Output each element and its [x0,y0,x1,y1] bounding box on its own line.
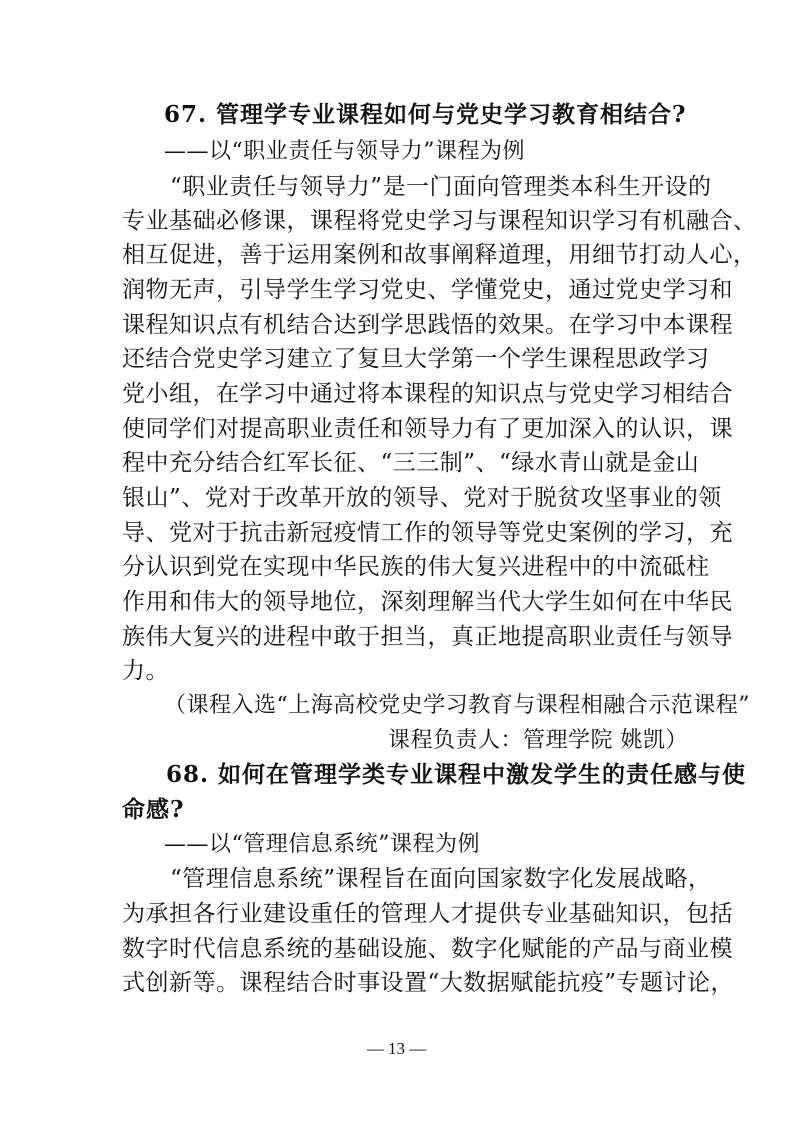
paragraph-67-line-7: 党小组，在学习中通过将本课程的知识点与党史学习相结合 [122,381,733,407]
paragraph-67-line-3: 相互促进，善于运用案例和故事阐释道理，用细节打动人心， [122,242,757,268]
paragraph-67-line-1: “职业责任与领导力”是一门面向管理类本科生开设的 [170,174,712,200]
paragraph-67-line-11: 导、党对于抗击新冠疫情工作的领导等党史案例的学习，充 [122,520,733,546]
paragraph-67-line-14: 族伟大复兴的进程中敢于担当，真正地提高职业责任与领导 [122,624,733,650]
paragraph-68-line-1: “管理信息系统”课程旨在面向国家数字化发展战略， [170,866,712,892]
paragraph-67-line-13: 作用和伟大的领导地位，深刻理解当代大学生如何在中华民 [122,589,733,615]
paragraph-67-line-9: 程中充分结合红军长征、“三三制”、“绿水青山就是金山 [122,450,700,476]
paragraph-67-line-8: 使同学们对提高职业责任和领导力有了更加深入的认识，课 [122,416,733,442]
section-68-subtitle: ——以“管理信息系统”课程为例 [164,832,480,857]
paragraph-67-line-12: 分认识到党在实现中华民族的伟大复兴进程中的中流砥柱 [122,554,710,580]
section-67-note: （课程入选“上海高校党史学习教育与课程相融合示范课程” [164,693,750,718]
paragraph-67-line-4: 润物无声，引导学生学习党史、学懂党史，通过党史学习和 [122,277,733,303]
paragraph-67-line-15: 力。 [122,658,169,684]
page-number: — 13 — [366,1039,427,1058]
paragraph-68-line-3: 数字时代信息系统的基础设施、数字化赋能的产品与商业模 [122,936,733,962]
paragraph-67-line-10: 银山”、党对于改革开放的领导、党对于脱贫攻坚事业的领 [122,485,722,511]
paragraph-68-line-4: 式创新等。课程结合时事设置“大数据赋能抗疫”专题讨论， [122,970,735,996]
section-68-title-line-2: 命感? [122,796,185,823]
section-68-title-line-1: 68. 如何在管理学类专业课程中激发学生的责任感与使 [166,761,747,788]
section-67-subtitle: ——以“职业责任与领导力”课程为例 [164,139,525,164]
section-67-responsible: 课程负责人：管理学院 姚凯） [388,728,688,753]
paragraph-67-line-2: 专业基础必修课，课程将党史学习与课程知识学习有机融合、 [122,208,757,234]
paragraph-67-line-6: 还结合党史学习建立了复旦大学第一个学生课程思政学习 [122,346,710,372]
section-67-title: 67. 管理学专业课程如何与党史学习教育相结合? [164,101,687,128]
paragraph-68-line-2: 为承担各行业建设重任的管理人才提供专业基础知识，包括 [122,901,733,927]
paragraph-67-line-5: 课程知识点有机结合达到学思践悟的效果。在学习中本课程 [122,312,733,338]
